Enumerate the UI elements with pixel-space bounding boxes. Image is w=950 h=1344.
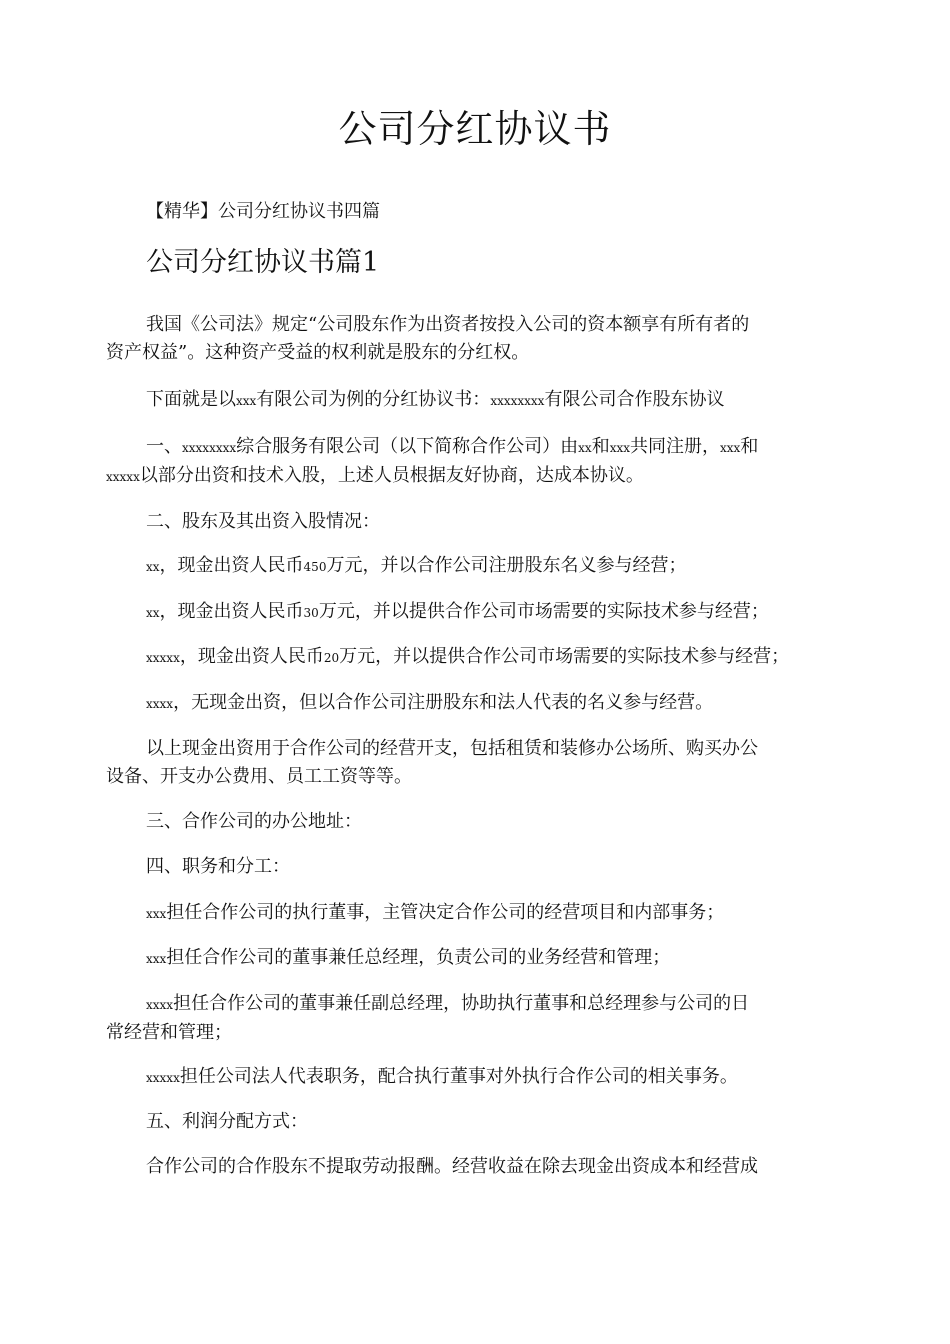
paragraph-line: 下面就是以xxx有限公司为例的分红协议书：xxxxxxxx有限公司合作股东协议 [146,389,725,410]
section-heading: 公司分红协议书篇1 [146,247,380,278]
paragraph [106,899,846,928]
paragraph-line: xxxxx以部分出资和技术入股，上述人员根据友好协商，达成本协议。 [106,465,644,486]
inline-placeholder: 450 [303,560,327,574]
paragraph-line: 三、合作公司的办公地址： [146,811,362,832]
paragraph-line: xxxx担任合作公司的董事兼任副总经理，协助执行董事和总经理参与公司的日 [146,993,750,1014]
paragraph-line: xx，现金出资人民币30万元，并以提供合作公司市场需要的实际技术参与经营； [146,601,769,622]
paragraph [106,643,846,672]
paragraph [106,508,846,536]
paragraph [106,944,846,973]
inline-placeholder: xxx [720,441,741,455]
paragraph-line: xxx担任合作公司的执行董事，主管决定合作公司的经营项目和内部事务； [146,902,725,923]
paragraph-line: xxx担任合作公司的董事兼任总经理，负责公司的业务经营和管理； [146,947,671,968]
inline-placeholder: xxx [609,441,630,455]
paragraph-line: 以上现金出资用于合作公司的经营开支，包括租赁和装修办公场所、购买办公 [146,738,758,759]
paragraph [106,1063,846,1092]
paragraph-line: 资产权益”。这种资产受益的权利就是股东的分红权。 [106,342,530,363]
document-title: 公司分红协议书 [338,107,612,151]
inline-placeholder: xxx [236,394,257,408]
paragraph-line: 常经营和管理； [106,1022,232,1043]
paragraph [106,853,846,881]
inline-placeholder: xxxxxxxx [490,394,545,408]
paragraph-line: 四、职务和分工： [146,856,290,877]
inline-placeholder: xx [578,441,592,455]
inline-placeholder: xxxxxxxx [182,441,237,455]
inline-placeholder: xx [146,606,160,620]
document-subtitle: 【精华】公司分红协议书四篇 [146,201,380,222]
paragraph-line: 一、xxxxxxxx综合服务有限公司（以下简称合作公司）由xx和xxx共同注册，xxx和 [146,436,759,457]
paragraph-line: xxxx，无现金出资，但以合作公司注册股东和法人代表的名义参与经营。 [146,692,714,713]
paragraph [106,386,846,415]
paragraph [106,311,846,367]
inline-placeholder: xxxx [146,697,174,711]
paragraph-line: 五、利润分配方式： [146,1111,308,1132]
paragraph-line: xx，现金出资人民币450万元，并以合作公司注册股东名义参与经营； [146,555,687,576]
paragraph [106,808,846,836]
inline-placeholder: xxxxx [146,651,180,665]
paragraph-line: 我国《公司法》规定“公司股东作为出资者按投入公司的资本额享有所有者的 [146,314,750,335]
inline-placeholder: 30 [303,606,319,620]
paragraph [106,1108,846,1136]
inline-placeholder: xxxxx [106,470,140,484]
inline-placeholder: xx [146,560,160,574]
paragraph-line: xxxxx担任公司法人代表职务，配合执行董事对外执行合作公司的相关事务。 [146,1066,738,1087]
paragraph [106,598,846,627]
paragraph [106,433,846,491]
inline-placeholder: xxxxx [146,1071,180,1085]
paragraph-line: 合作公司的合作股东不提取劳动报酬。经营收益在除去现金出资成本和经营成 [146,1156,758,1177]
inline-placeholder: xxx [146,907,167,921]
paragraph [106,552,846,581]
paragraph-line: 设备、开支办公费用、员工工资等等。 [106,766,412,787]
paragraph [106,689,846,718]
inline-placeholder: 20 [323,651,340,665]
paragraph [106,735,846,791]
paragraph-line: 二、股东及其出资入股情况： [146,511,380,532]
paragraph [106,1153,846,1181]
paragraph-line: xxxxx，现金出资人民币20万元，并以提供合作公司市场需要的实际技术参与经营； [146,646,790,667]
inline-placeholder: xxx [146,952,167,966]
paragraph [106,990,846,1047]
inline-placeholder: xxxx [146,998,174,1012]
